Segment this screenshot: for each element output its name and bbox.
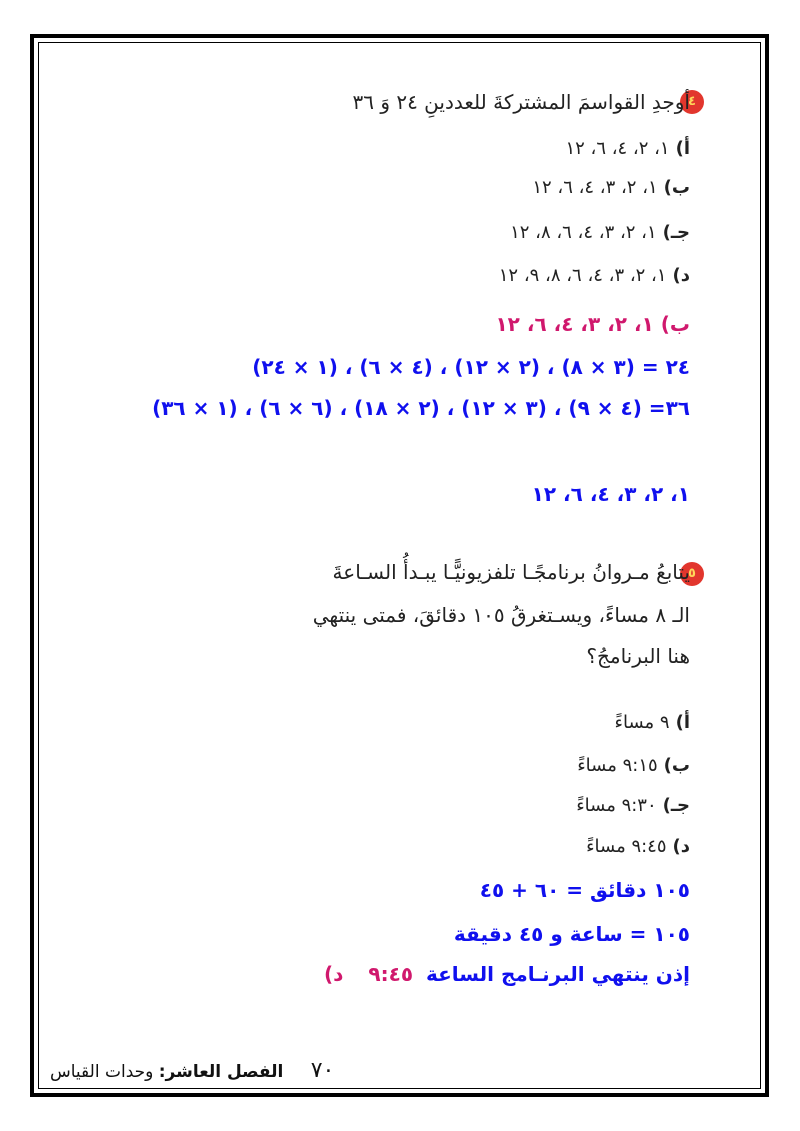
q5-option-c-text: ٩:٣٠ مساءً	[576, 795, 657, 816]
q5-work-2: ١٠٥ = ساعة و ٤٥ دقيقة	[453, 922, 690, 946]
q5-option-b-label: ب)	[663, 755, 690, 776]
q4-option-d-label: د)	[672, 265, 690, 286]
question-5-badge: ٥	[680, 562, 704, 586]
q5-option-c	[576, 795, 690, 816]
q4-option-d-text: ١، ٢، ٣، ٤، ٦، ٨، ٩، ١٢	[498, 265, 667, 286]
chapter-title: وحدات القياس	[50, 1062, 154, 1082]
q5-option-b-text: ٩:١٥ مساءً	[577, 755, 658, 776]
q5-conclusion	[324, 962, 690, 986]
q4-option-b-text: ١، ٢، ٣، ٤، ٦، ١٢	[532, 177, 658, 198]
question-5-line-3: هنا البرنامجُ؟	[586, 644, 690, 668]
q5-option-d	[586, 836, 690, 857]
q5-conclusion-choice: د)	[324, 962, 344, 986]
page-footer	[50, 1058, 334, 1083]
question-4-badge: ٤	[680, 90, 704, 114]
q4-work-24: ٢٤ = (٣ × ٨) ، (٢ × ١٢) ، (٤ × ٦) ، (١ × ٢٤)	[252, 355, 690, 379]
q5-option-c-label: جـ)	[662, 795, 690, 816]
q5-option-a-text: ٩ مساءً	[614, 712, 670, 733]
q4-option-a-text: ١، ٢، ٤، ٦، ١٢	[565, 138, 670, 159]
q5-work-1: ١٠٥ دقائق = ٦٠ + ٤٥	[479, 878, 690, 902]
q5-option-d-label: د)	[672, 836, 690, 857]
q4-option-a	[565, 138, 690, 159]
q4-option-c-text: ١، ٢، ٣، ٤، ٦، ٨، ١٢	[510, 222, 657, 243]
q4-option-b	[532, 177, 690, 198]
q4-work-36: ٣٦= (٤ × ٩) ، (٣ × ١٢) ، (٢ × ١٨) ، (٦ × ٦) ، (١ × ٣٦)	[152, 396, 690, 420]
q5-conclusion-time: ٩:٤٥	[368, 962, 414, 986]
q4-option-b-label: ب)	[663, 177, 690, 198]
q4-result: ١، ٢، ٣، ٤، ٦، ١٢	[531, 482, 690, 506]
chapter-label: الفصل العاشر:	[158, 1062, 284, 1082]
q5-option-a	[615, 712, 690, 733]
q4-option-c-label: جـ)	[662, 222, 690, 243]
question-5-line-1: يتابعُ مـروانُ برنامجًـا تلفزيونيًّـا يبـدأُ السـاعةَ	[332, 560, 690, 584]
page-number: ٧٠	[310, 1058, 335, 1083]
q5-option-b	[577, 755, 690, 776]
q5-option-d-text: ٩:٤٥ مساءً	[586, 836, 667, 857]
q5-conclusion-text: إذن ينتهي البرنـامج الساعة	[426, 962, 690, 986]
q4-option-d	[499, 265, 690, 286]
question-4-text: أوجدِ القواسمَ المشتركةَ للعددينِ ٢٤ وَ ٣٦	[352, 90, 690, 114]
q5-option-a-label: أ)	[675, 712, 690, 733]
q4-answer-choice: ب) ١، ٢، ٣، ٤، ٦، ١٢	[495, 312, 690, 336]
q4-option-c	[510, 222, 690, 243]
question-5-line-2: الـ ٨ مساءً، ويسـتغرقُ ١٠٥ دقائقَ، فمتى ينتهي	[312, 603, 690, 627]
q4-option-a-label: أ)	[675, 138, 690, 159]
